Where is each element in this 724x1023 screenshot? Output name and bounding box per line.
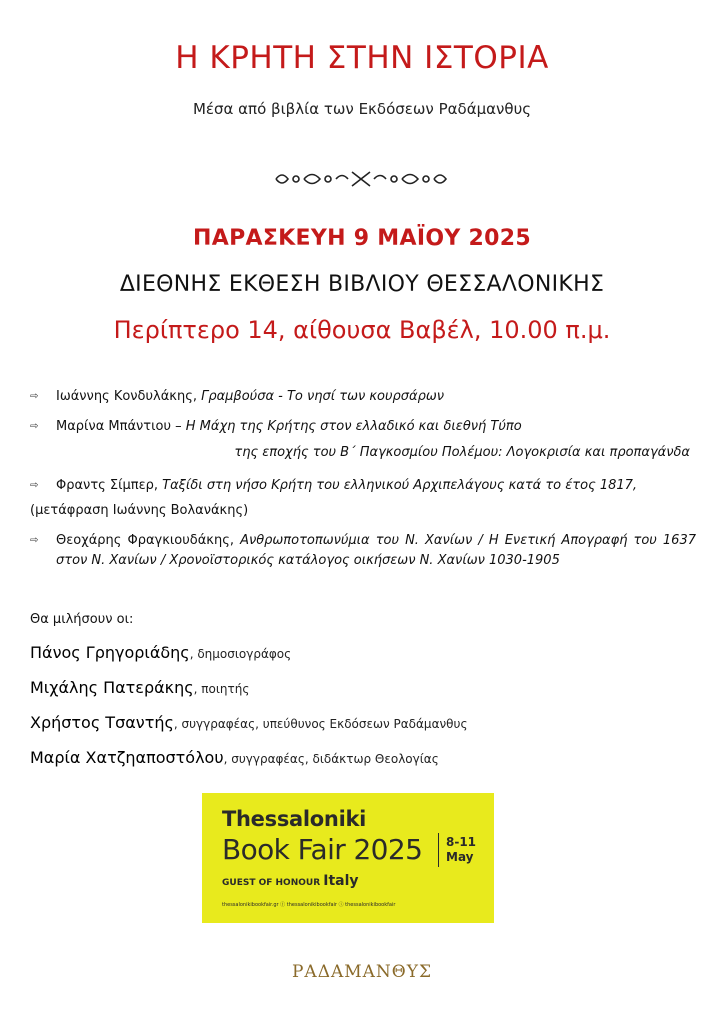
logo-divider bbox=[438, 833, 439, 867]
book-title: Η Μάχη της Κρήτης στον ελλαδικό και διεθνή Τύπο bbox=[185, 419, 522, 434]
speaker-role: , δημοσιογράφος bbox=[189, 647, 292, 661]
publisher-logo: ΡΑΔΑΜΑΝΘΥΣ bbox=[291, 962, 432, 982]
book-author: Φραντς Σίμπερ bbox=[56, 478, 154, 493]
event-date: ΠΑΡΑΣΚΕΥΗ 9 ΜΑΪΟΥ 2025 bbox=[193, 226, 531, 251]
book-separator: , bbox=[192, 389, 202, 404]
book-title: Γραμβούσα - Το νησί των κουρσάρων bbox=[201, 389, 444, 404]
book-fair-logo bbox=[202, 793, 494, 923]
logo-fair-name: Book Fair 2025 bbox=[222, 833, 423, 866]
logo-guest-country: Italy bbox=[323, 873, 359, 889]
book-item bbox=[30, 531, 696, 575]
book-title-continuation: της εποχής του Β΄ Παγκοσμίου Πολέμου: Λογοκρισία και προπαγάνδα bbox=[234, 445, 690, 460]
logo-guest-label: GUEST OF HONOUR bbox=[222, 878, 321, 888]
event-fair-name: ΔΙΕΘΝΗΣ ΕΚΘΕΣΗ ΒΙΒΛΙΟΥ ΘΕΣΣΑΛΟΝΙΚΗΣ bbox=[119, 272, 605, 297]
speaker-role: , συγγραφέας, υπεύθυνος Εκδόσεων Ραδάμανθυς bbox=[173, 717, 468, 731]
speaker-name: Μαρία Χατζηαποστόλου bbox=[30, 748, 224, 767]
poster-subtitle: Μέσα από βιβλία των Εκδόσεων Ραδάμανθυς bbox=[192, 100, 532, 118]
logo-links: thessalonikibookfair.gr ⓕ thessalonikibookfair ⓘ thessalonikibookfair bbox=[222, 902, 396, 908]
book-separator: – bbox=[170, 419, 186, 434]
speaker-name: Πάνος Γρηγοριάδης bbox=[30, 643, 190, 662]
book-title: Ανθρωποτοπωνύμια του Ν. Χανίων / Η Ενετική Απογραφή του 1637 στον Ν. Χανίων / Χρονοϊστορικός κατάλογος οικήσεων Ν. Χανίων 1030-1905 bbox=[56, 533, 696, 568]
speaker-item bbox=[30, 678, 249, 697]
book-author: Μαρίνα Μπάντιου bbox=[56, 419, 171, 434]
book-separator: , bbox=[153, 478, 163, 493]
book-author: Ιωάννης Κονδυλάκης bbox=[56, 389, 193, 404]
ornament-divider-icon bbox=[272, 168, 450, 190]
speaker-item bbox=[30, 713, 468, 732]
speaker-item bbox=[30, 643, 291, 662]
book-author: Θεοχάρης Φραγκιουδάκης bbox=[56, 533, 230, 548]
event-venue: Περίπτερο 14, αίθουσα Βαβέλ, 10.00 π.μ. bbox=[113, 316, 611, 344]
arrow-bullet-icon: ⇨ bbox=[30, 391, 39, 402]
speaker-name: Χρήστος Τσαντής bbox=[30, 713, 174, 732]
arrow-bullet-icon: ⇨ bbox=[30, 421, 39, 432]
speaker-name: Μιχάλης Πατεράκης bbox=[30, 678, 194, 697]
logo-month: May bbox=[446, 850, 474, 864]
logo-dates bbox=[446, 835, 476, 865]
book-translator-note: (μετάφραση Ιωάννης Βολανάκης) bbox=[30, 503, 249, 518]
arrow-bullet-icon: ⇨ bbox=[30, 480, 39, 491]
speaker-role: , συγγραφέας, διδάκτωρ Θεολογίας bbox=[223, 752, 439, 766]
logo-city: Thessaloniki bbox=[222, 807, 367, 831]
logo-guest-of-honour bbox=[222, 873, 359, 889]
speaker-role: , ποιητής bbox=[193, 682, 250, 696]
book-separator: , bbox=[229, 533, 241, 548]
speakers-intro: Θα μιλήσουν οι: bbox=[30, 612, 134, 627]
logo-days: 8-11 bbox=[446, 835, 477, 849]
poster-title: Η ΚΡΗΤΗ ΣΤΗΝ ΙΣΤΟΡΙΑ bbox=[175, 40, 549, 76]
book-title: Ταξίδι στη νήσο Κρήτη του ελληνικού Αρχιπελάγους κατά το έτος 1817, bbox=[162, 478, 638, 493]
arrow-bullet-icon: ⇨ bbox=[30, 535, 39, 546]
speaker-item bbox=[30, 748, 439, 767]
